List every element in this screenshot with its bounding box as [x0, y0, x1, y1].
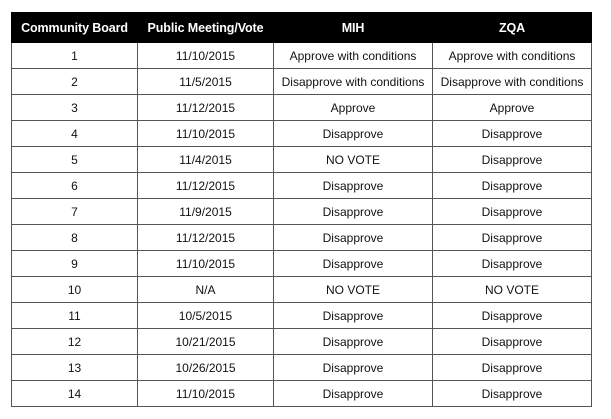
board-number-cell: 14 — [12, 381, 138, 407]
table-row — [12, 173, 592, 199]
mih-vote-cell: Disapprove — [274, 381, 433, 407]
meeting-date-cell: 11/12/2015 — [138, 225, 274, 251]
mih-vote-cell: Disapprove — [274, 121, 433, 147]
table-row — [12, 147, 592, 173]
table-body — [12, 43, 592, 407]
mih-vote-cell: Disapprove with conditions — [274, 69, 433, 95]
meeting-date-cell: 11/12/2015 — [138, 95, 274, 121]
meeting-date-cell: 11/10/2015 — [138, 121, 274, 147]
table-row — [12, 303, 592, 329]
table-row — [12, 251, 592, 277]
board-number-cell: 1 — [12, 43, 138, 69]
zqa-vote-cell: Disapprove — [433, 121, 592, 147]
header-community-board: Community Board — [12, 13, 138, 43]
mih-vote-cell: NO VOTE — [274, 277, 433, 303]
mih-vote-cell: Disapprove — [274, 173, 433, 199]
meeting-date-cell: 10/5/2015 — [138, 303, 274, 329]
zqa-vote-cell: Disapprove — [433, 251, 592, 277]
mih-vote-cell: Disapprove — [274, 199, 433, 225]
table-row — [12, 199, 592, 225]
table-row — [12, 277, 592, 303]
board-number-cell: 5 — [12, 147, 138, 173]
board-number-cell: 7 — [12, 199, 138, 225]
meeting-date-cell: N/A — [138, 277, 274, 303]
zqa-vote-cell: Disapprove — [433, 147, 592, 173]
board-number-cell: 9 — [12, 251, 138, 277]
table-row — [12, 95, 592, 121]
zqa-vote-cell: Disapprove — [433, 173, 592, 199]
meeting-date-cell: 11/9/2015 — [138, 199, 274, 225]
meeting-date-cell: 10/21/2015 — [138, 329, 274, 355]
zqa-vote-cell: Disapprove — [433, 199, 592, 225]
board-number-cell: 13 — [12, 355, 138, 381]
zqa-vote-cell: NO VOTE — [433, 277, 592, 303]
zqa-vote-cell: Disapprove — [433, 381, 592, 407]
board-number-cell: 12 — [12, 329, 138, 355]
header-zqa: ZQA — [433, 13, 592, 43]
mih-vote-cell: Approve with conditions — [274, 43, 433, 69]
meeting-date-cell: 11/12/2015 — [138, 173, 274, 199]
table-header — [12, 13, 592, 43]
header-row — [12, 13, 592, 43]
zqa-vote-cell: Disapprove — [433, 225, 592, 251]
table-row — [12, 381, 592, 407]
board-number-cell: 11 — [12, 303, 138, 329]
table-row — [12, 121, 592, 147]
board-number-cell: 8 — [12, 225, 138, 251]
board-number-cell: 10 — [12, 277, 138, 303]
zqa-vote-cell: Disapprove — [433, 355, 592, 381]
table-row — [12, 43, 592, 69]
table-row — [12, 69, 592, 95]
meeting-date-cell: 11/10/2015 — [138, 43, 274, 69]
zqa-vote-cell: Disapprove — [433, 303, 592, 329]
mih-vote-cell: NO VOTE — [274, 147, 433, 173]
board-number-cell: 3 — [12, 95, 138, 121]
community-board-vote-table — [11, 12, 592, 407]
zqa-vote-cell: Disapprove — [433, 329, 592, 355]
header-public-meeting-vote: Public Meeting/Vote — [138, 13, 274, 43]
board-number-cell: 6 — [12, 173, 138, 199]
mih-vote-cell: Approve — [274, 95, 433, 121]
board-number-cell: 4 — [12, 121, 138, 147]
header-mih: MIH — [274, 13, 433, 43]
meeting-date-cell: 11/10/2015 — [138, 251, 274, 277]
zqa-vote-cell: Disapprove with conditions — [433, 69, 592, 95]
mih-vote-cell: Disapprove — [274, 225, 433, 251]
mih-vote-cell: Disapprove — [274, 251, 433, 277]
table-row — [12, 329, 592, 355]
meeting-date-cell: 11/5/2015 — [138, 69, 274, 95]
board-number-cell: 2 — [12, 69, 138, 95]
meeting-date-cell: 10/26/2015 — [138, 355, 274, 381]
mih-vote-cell: Disapprove — [274, 303, 433, 329]
mih-vote-cell: Disapprove — [274, 329, 433, 355]
table-row — [12, 355, 592, 381]
meeting-date-cell: 11/10/2015 — [138, 381, 274, 407]
table-row — [12, 225, 592, 251]
mih-vote-cell: Disapprove — [274, 355, 433, 381]
zqa-vote-cell: Approve — [433, 95, 592, 121]
zqa-vote-cell: Approve with conditions — [433, 43, 592, 69]
meeting-date-cell: 11/4/2015 — [138, 147, 274, 173]
